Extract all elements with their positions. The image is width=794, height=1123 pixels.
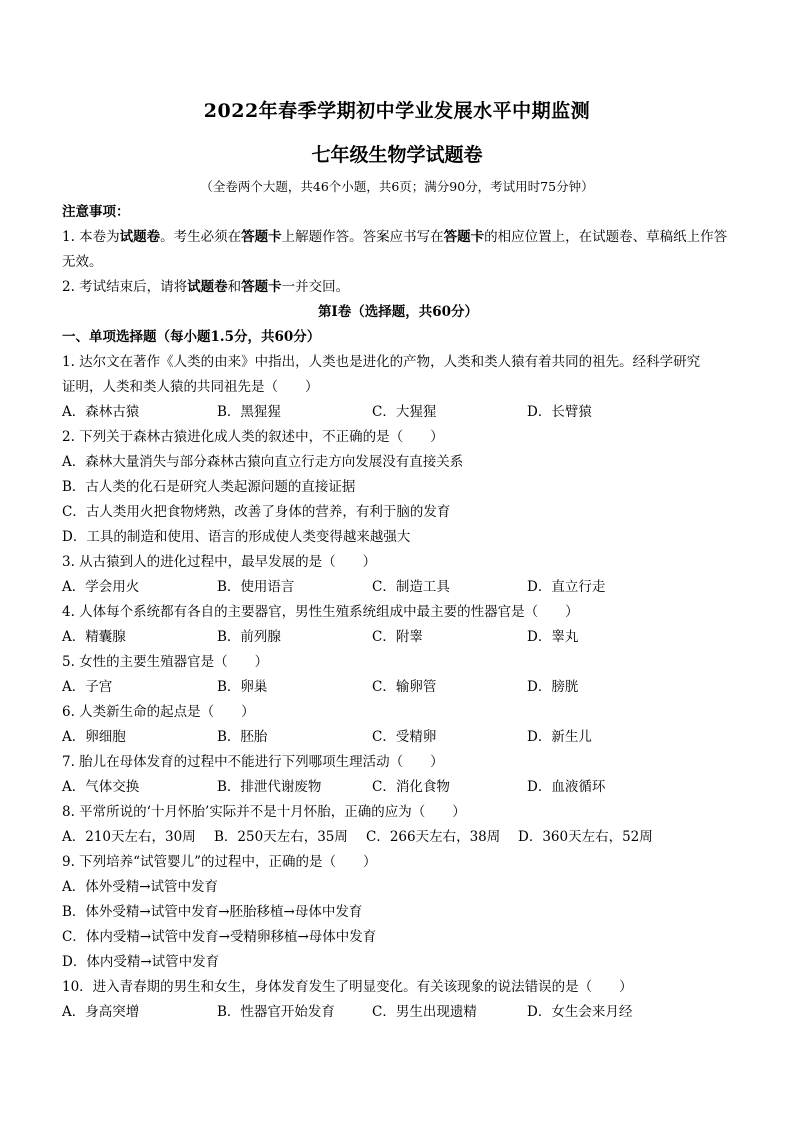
question-1-stem-cont: 证明，人类和类人猿的共同祖先是（ ）: [62, 379, 319, 395]
option-c: C．制造工具: [372, 579, 450, 595]
option-a: A．气体交换: [62, 779, 140, 795]
note-1: 1. 本卷为试题卷。考生必须在答题卡上解题作答。答案应书写在答题卡的相应位置上，在试题卷、草稿纸上作答无效。: [62, 229, 728, 270]
option-d: D．直立行走: [527, 579, 606, 595]
option-c: C．男生出现遗精: [372, 1004, 477, 1020]
option-b: B．卵巢: [217, 679, 268, 695]
question-3-options: [62, 575, 734, 600]
option-b: B．排泄代谢废物: [217, 779, 322, 795]
option-b: B．黑猩猩: [217, 404, 281, 420]
exam-subtitle: 七年级生物学试题卷: [311, 144, 483, 166]
option-c: C．古人类用火把食物烤熟，改善了身体的营养，有利于脑的发育: [62, 504, 451, 520]
option-a: A．身高突增: [62, 1004, 140, 1020]
section-title: 第Ⅰ卷（选择题，共60分）: [317, 304, 479, 320]
option-d: D．体内受精→试管中发育: [62, 954, 220, 970]
question-10-options: [62, 1000, 734, 1025]
question-3-stem: 3. 从古猿到人的进化过程中，最早发展的是（ ）: [62, 554, 377, 570]
question-9-stem: 9. 下列培养“试管婴儿”的过程中，正确的是（ ）: [62, 854, 377, 870]
option-c: C．消化食物: [372, 779, 450, 795]
option-b: B．体外受精→试管中发育→胚胎移植→母体中发育: [62, 904, 363, 920]
option-d: D．360天左右，52周: [518, 829, 653, 845]
option-a: A．体外受精→试管中发育: [62, 879, 219, 895]
option-c: C．附睾: [372, 629, 423, 645]
option-a: A．森林古猿: [62, 404, 140, 420]
option-b: B．性器官开始发育: [217, 1004, 335, 1020]
option-d: D．睾丸: [527, 629, 579, 645]
option-b: B．古人类的化石是研究人类起源问题的直接证据: [62, 479, 356, 495]
question-2-stem: 2. 下列关于森林古猿进化成人类的叙述中，不正确的是（ ）: [62, 429, 444, 445]
option-d: D．新生儿: [527, 729, 592, 745]
option-c: C．266天左右，38周: [366, 829, 501, 845]
option-d: D．女生会来月经: [527, 1004, 633, 1020]
option-a: A．森林大量消失与部分森林古猿向直立行走方向发展没有直接关系: [62, 454, 464, 470]
question-10-stem: 10．进入青春期的男生和女生，身体发育发生了明显变化。有关该现象的说法错误的是（ ）: [62, 979, 633, 995]
option-a: A．卵细胞: [62, 729, 126, 745]
option-c: C．受精卵: [372, 729, 437, 745]
exam-content: [62, 200, 734, 1025]
part-title: 一、单项选择题（每小题1.5分，共60分）: [62, 329, 321, 345]
option-d: D．工具的制造和使用、语言的形成使人类变得越来越强大: [62, 529, 411, 545]
option-d: D．膀胱: [527, 679, 579, 695]
option-c: C．体内受精→试管中发育→受精卵移植→母体中发育: [62, 929, 377, 945]
option-a: A．学会用火: [62, 579, 140, 595]
question-6-stem: 6. 人类新生命的起点是（ ）: [62, 704, 255, 720]
question-7-options: [62, 775, 734, 800]
option-d: D．血液循环: [527, 779, 606, 795]
option-b: B．胚胎: [217, 729, 268, 745]
option-a: A．子宫: [62, 679, 113, 695]
question-7-stem: 7. 胎儿在母体发育的过程中不能进行下列哪项生理活动（ ）: [62, 754, 444, 770]
exam-info: （全卷两个大题，共46个小题，共6页；满分90分，考试用时75分钟）: [200, 179, 594, 194]
exam-title: 2022年春季学期初中学业发展水平中期监测: [203, 100, 591, 122]
option-b: B．使用语言: [217, 579, 295, 595]
question-5-stem: 5. 女性的主要生殖器官是（ ）: [62, 654, 269, 670]
question-4-stem: 4. 人体每个系统都有各自的主要器官，男性生殖系统组成中最主要的性器官是（ ）: [62, 604, 579, 620]
option-a: A．210天左右，30周: [62, 829, 196, 845]
option-a: A．精囊腺: [62, 629, 126, 645]
question-1-stem: 1. 达尔文在著作《人类的由来》中指出，人类也是进化的产物，人类和类人猿有着共同的祖先。经科学研究: [62, 354, 701, 370]
question-8-stem: 8. 平常所说的‘十月怀胎’实际并不是十月怀胎，正确的应为（ ）: [62, 804, 466, 820]
option-c: C．大猩猩: [372, 404, 437, 420]
question-4-options: [62, 625, 734, 650]
note-2: 2. 考试结束后，请将试题卷和答题卡一并交回。: [62, 279, 350, 295]
option-d: D．长臂猿: [527, 404, 592, 420]
question-5-options: [62, 675, 734, 700]
option-b: B．250天左右，35周: [214, 829, 348, 845]
notes-heading: 注意事项：: [62, 204, 130, 220]
question-6-options: [62, 725, 734, 750]
option-c: C．输卵管: [372, 679, 437, 695]
question-8-options: [62, 825, 734, 850]
question-1-options: [62, 400, 734, 425]
option-b: B．前列腺: [217, 629, 281, 645]
